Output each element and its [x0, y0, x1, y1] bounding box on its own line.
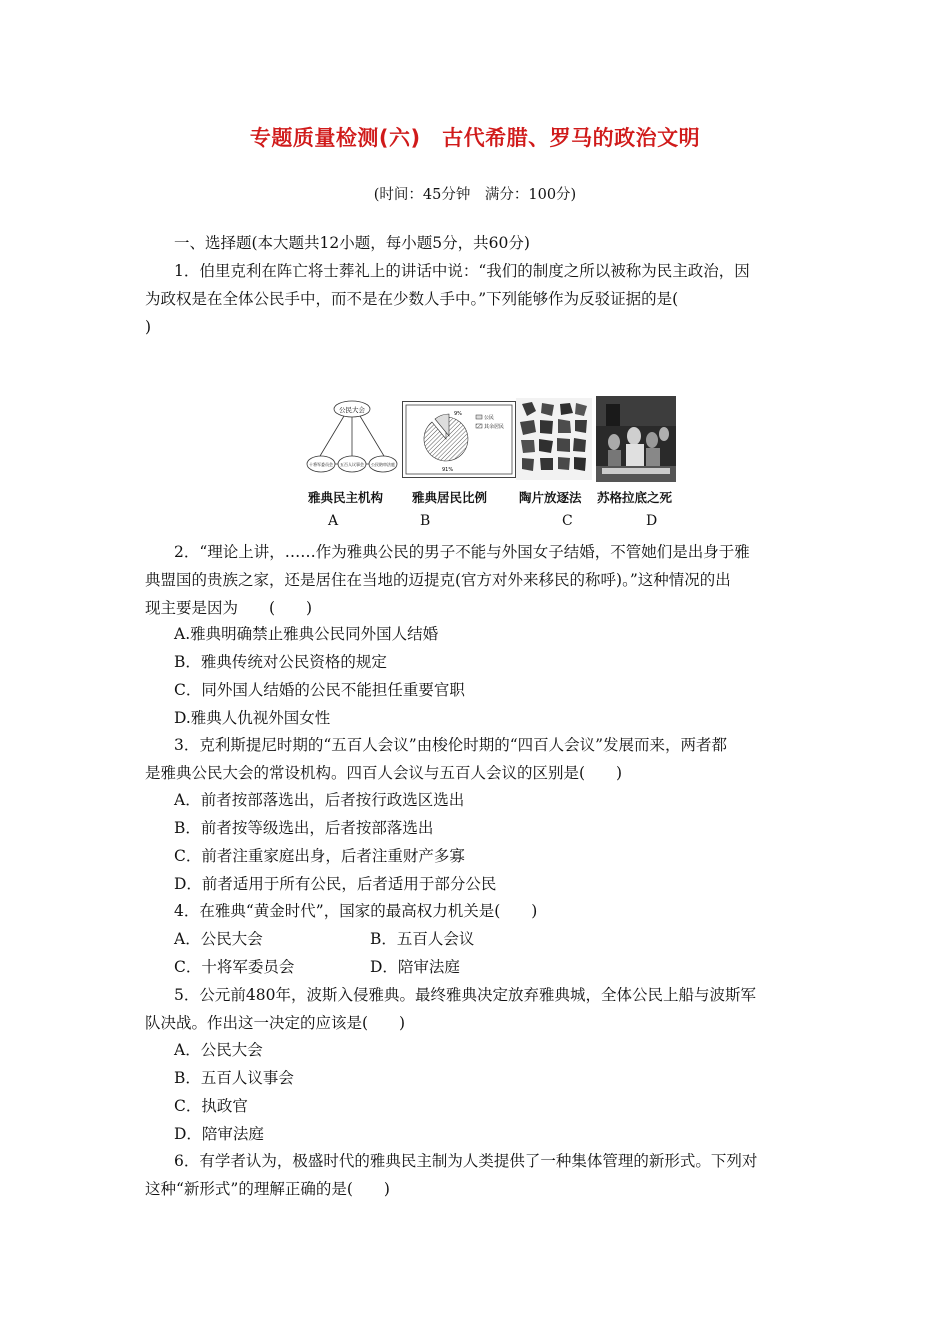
- q4-options-row1: [174, 925, 834, 953]
- q5-option-c: C．执政官: [174, 1097, 248, 1115]
- q2-line1: 2．“理论上讲，……作为雅典公民的男子不能与外国女子结婚，不管她们是出身于雅: [174, 543, 750, 561]
- q1-figure-row: [306, 396, 678, 536]
- pie-label-bottom: 91%: [442, 467, 454, 473]
- q3-line1: 3．克利斯提尼时期的“五百人会议”由梭伦时期的“四百人会议”发展而来，两者都: [174, 736, 728, 754]
- diagram-node-1: 十将军委员会: [309, 462, 333, 467]
- diagram-node-2: 五百人议事会: [340, 462, 364, 467]
- option-letter-c: C: [562, 513, 573, 529]
- diagram-node-3: 公民陪审法庭: [371, 462, 395, 467]
- document-title: 专题质量检测(六) 古代希腊、罗马的政治文明: [249, 126, 701, 150]
- athens-institutions-diagram: [306, 396, 398, 481]
- q4-option-d: D．陪审法庭: [370, 958, 460, 976]
- q5-line2: 队决战。作出这一决定的应该是( ): [145, 1014, 406, 1032]
- figure-caption-b: 雅典居民比例: [412, 490, 488, 505]
- q2-option-c: C．同外国人结婚的公民不能担任重要官职: [174, 681, 465, 699]
- q4-options-row2: [174, 953, 834, 981]
- diagram-top-node: 公民大会: [339, 406, 365, 414]
- q6-line1: 6．有学者认为，极盛时代的雅典民主制为人类提供了一种集体管理的新形式。下列对: [174, 1152, 758, 1170]
- ostraca-photo: [516, 398, 592, 480]
- q5-option-d: D．陪审法庭: [174, 1125, 264, 1143]
- q5-option-a: A．公民大会: [174, 1041, 263, 1059]
- q3-option-d: D．前者适用于所有公民，后者适用于部分公民: [174, 875, 497, 893]
- option-letter-b: B: [420, 513, 431, 529]
- q2-line2: 典盟国的贵族之家，还是居住在当地的迈提克(官方对外来移民的称呼)。”这种情况的出: [145, 571, 731, 589]
- pie-legend-1: 公民: [484, 415, 495, 421]
- option-letter-d: D: [646, 513, 658, 529]
- option-letter-a: A: [328, 513, 339, 529]
- q5-line1: 5．公元前480年，波斯入侵雅典。最终雅典决定放弃雅典城，全体公民上船与波斯军: [174, 986, 756, 1004]
- q4-option-b: B．五百人会议: [370, 930, 475, 948]
- q1-line1: 1．伯里克利在阵亡将士葬礼上的讲话中说：“我们的制度之所以被称为民主政治，因: [174, 262, 750, 280]
- q2-option-d: D.雅典人仇视外国女性: [174, 709, 331, 727]
- q1-line2: 为政权是在全体公民手中，而不是在少数人手中。”下列能够作为反驳证据的是(: [145, 290, 679, 308]
- q4-line1: 4．在雅典“黄金时代”，国家的最高权力机关是( ): [174, 902, 538, 920]
- q3-option-b: B．前者按等级选出，后者按部落选出: [174, 819, 434, 837]
- population-pie-chart: [402, 401, 516, 478]
- q1-line3: ): [145, 318, 152, 336]
- q5-option-b: B．五百人议事会: [174, 1069, 294, 1087]
- section-heading: 一、选择题(本大题共12小题，每小题5分，共60分): [174, 234, 530, 252]
- pie-legend-2: 其余居民: [484, 424, 505, 430]
- pie-label-top: 9%: [454, 411, 462, 417]
- q2-line3: 现主要是因为 ( ): [145, 599, 313, 617]
- figure-caption-c: 陶片放逐法: [519, 490, 582, 505]
- q2-option-a: A.雅典明确禁止雅典公民同外国人结婚: [174, 625, 439, 643]
- figure-caption-a: 雅典民主机构: [308, 490, 384, 505]
- q4-option-c: C．十将军委员会: [174, 958, 295, 976]
- exam-info: (时间：45分钟 满分：100分): [373, 187, 577, 203]
- figure-caption-d: 苏格拉底之死: [597, 490, 673, 505]
- q3-option-c: C．前者注重家庭出身，后者注重财产多寡: [174, 847, 465, 865]
- q3-line2: 是雅典公民大会的常设机构。四百人会议与五百人会议的区别是( ): [145, 764, 623, 782]
- q4-option-a: A．公民大会: [174, 930, 263, 948]
- q2-option-b: B．雅典传统对公民资格的规定: [174, 653, 387, 671]
- death-of-socrates-painting: [596, 396, 676, 482]
- q3-option-a: A．前者按部落选出，后者按行政选区选出: [174, 791, 465, 809]
- q6-line2: 这种“新形式”的理解正确的是( ): [145, 1180, 390, 1198]
